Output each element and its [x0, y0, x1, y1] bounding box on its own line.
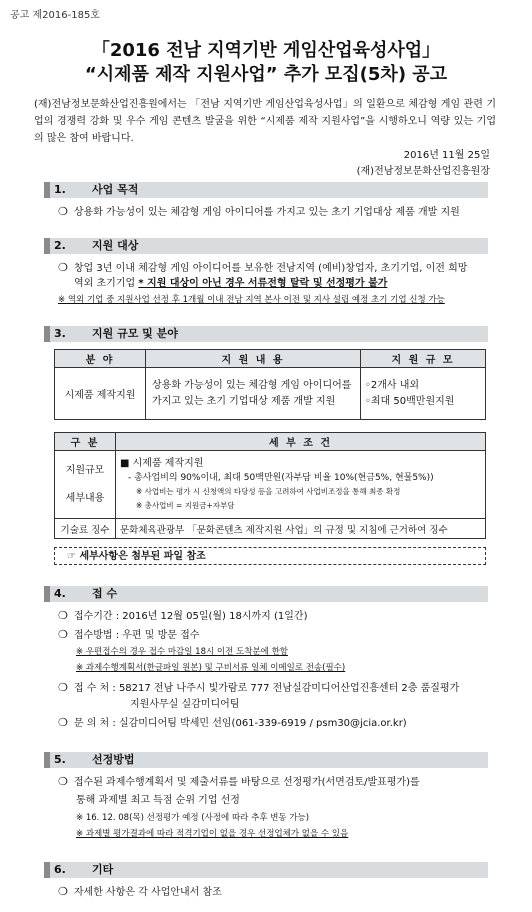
section-title: 지원 대상: [92, 239, 139, 252]
s4-note-1: ※ 우편접수의 경우 접수 마감일 18시 이전 도착분에 한함: [76, 647, 288, 657]
s2-line-1: ❍ 창업 3년 이내 체감형 게임 아이디어를 보유한 전남지역 (예비)창업자, 초기기업, 이전 희망: [58, 261, 468, 274]
document-number: 공고 제2016-185호: [10, 10, 100, 21]
section-title: 선정방법: [92, 753, 135, 766]
s5-line-2: 통해 과제별 최고 득점 순위 기업 선정: [76, 795, 240, 806]
section-number: 6.: [54, 863, 66, 876]
s2-note: ※ 역외 기업 중 지원사업 선정 후 1개월 이내 전남 지역 본사 이전 및 지사 설립 예정 초기 기업 신청 가능: [58, 295, 445, 305]
bullet-icon: ❍: [58, 885, 68, 898]
section-3-header: [44, 326, 488, 342]
s5-line-1: ❍ 접수된 과제수행계획서 및 제출서류를 바탕으로 선정평가(서면검토/발표평가)를: [58, 775, 420, 788]
section-number: 4.: [54, 587, 66, 600]
section-number: 3.: [54, 327, 66, 340]
section-4-header: [44, 586, 488, 602]
col-header: 지 원 내 용: [146, 350, 361, 368]
section-number: 5.: [54, 753, 66, 766]
col-header: 구 분: [55, 433, 116, 451]
bullet-icon: ❍: [58, 775, 68, 788]
s5-note-1: ※ 16. 12. 08(목) 선정평가 예정 (사정에 따라 추후 변동 가능): [76, 813, 310, 823]
section-title: 지원 규모 및 분야: [92, 327, 178, 340]
col-header: 세 부 조 건: [116, 433, 486, 451]
section-title: 접 수: [92, 587, 118, 600]
support-table: [54, 349, 486, 420]
col-header: 지 원 규 모: [361, 350, 486, 368]
section-2-header: [44, 238, 488, 254]
section-title: 기타: [92, 863, 114, 876]
announcement-date: 2016년 11월 25일: [403, 150, 490, 161]
s4-note-2: ※ 과제수행계획서(한글파일 원본) 및 구비서류 일체 이메일로 전송(필수): [76, 663, 346, 673]
bullet-icon: ❍: [58, 205, 68, 218]
table-cell: 문화체육관광부 「문화콘텐츠 제작지원 사업」의 규정 및 지침에 근거하여 징수: [116, 519, 486, 539]
s6-line: ❍ 자세한 사항은 각 사업안내서 참조: [58, 885, 222, 898]
title-line-2: “시제품 제작 지원사업” 추가 모집(5차) 공고: [84, 64, 448, 85]
title-line-1: 「2016 전남 지역기반 게임산업육성사업」: [91, 40, 441, 61]
bullet-icon: ❍: [58, 716, 68, 729]
section-number: 1.: [54, 183, 66, 196]
col-header: 분 야: [55, 350, 146, 368]
s4-method: ❍ 접수방법 : 우편 및 방문 접수: [58, 628, 200, 641]
table-cell: 시제품 제작지원: [55, 368, 146, 420]
s4-place-1: ❍ 접 수 처 : 58217 전남 나주시 빛가람로 777 전남실감미디어산업진흥센터 2층 품질평가: [58, 681, 460, 694]
section-title: 사업 목적: [92, 183, 139, 196]
organization-name: (재)전남정보문화산업진흥원장: [356, 166, 490, 177]
bullet-icon: ❍: [58, 609, 68, 622]
table-cell: 상용화 가능성이 있는 체감형 게임 아이디어를 가지고 있는 초기 기업대상 제품 개발 지원: [146, 368, 361, 420]
condition-table: [54, 432, 486, 539]
s4-place-2: 지원사무실 실감미디어팀: [130, 699, 240, 710]
s5-note-2: ※ 과제별 평가결과에 따라 적격기업이 없을 경우 선정업체가 없을 수 있음: [76, 829, 349, 839]
table-cell: ◦2개사 내외 ◦최대 50백만원지원: [361, 368, 486, 420]
s2-line-2: 역외 초기기업 * 지원 대상이 아닌 경우 서류전형 탈락 및 선정평가 불가: [74, 278, 388, 289]
section-6-header: [44, 862, 488, 878]
intro-paragraph: (재)전남정보문화산업진흥원에서는 「전남 지역기반 게임산업육성사업」의 일환으로 체감형 게임 관련 기업의 경쟁력 강화 및 우수 게임 콘텐츠 발굴을 위한 “시제품 제작 지원사업”을 시행하오니 역량 있는 기업의 많은 참여 바랍니다.: [34, 99, 496, 144]
s1-line: ❍ 상용화 가능성이 있는 체감형 게임 아이디어를 가지고 있는 초기 기업대상 제품 개발 지원: [58, 205, 460, 218]
bullet-icon: ❍: [58, 681, 68, 694]
attachment-notice: ☞ 세부사항은 첨부된 파일 참조: [54, 547, 486, 565]
bullet-icon: ❍: [58, 628, 68, 641]
table-cell: ■ 시제품 제작지원 - 총사업비의 90%이내, 최대 50백만원(자부담 비율 10%(현금5%, 현물5%)) ※ 사업비는 평가 시 신청액의 타당성 등을 고려하여 사업비조정을 통해 최종 확정 ※ 총사업비 = 지원금+자부담: [116, 451, 486, 519]
s4-contact: ❍ 문 의 처 : 실감미디어팀 박세민 선임(061-339-6919 / psm30@jcia.or.kr): [58, 716, 407, 729]
table-cell: 지원규모 세부내용: [55, 451, 116, 519]
section-1-header: [44, 182, 488, 198]
s4-period: ❍ 접수기간 : 2016년 12월 05일(월) 18시까지 (1일간): [58, 609, 308, 622]
bullet-icon: ❍: [58, 261, 68, 274]
section-5-header: [44, 752, 488, 768]
section-number: 2.: [54, 239, 66, 252]
table-cell: 기술료 징수: [55, 519, 116, 539]
